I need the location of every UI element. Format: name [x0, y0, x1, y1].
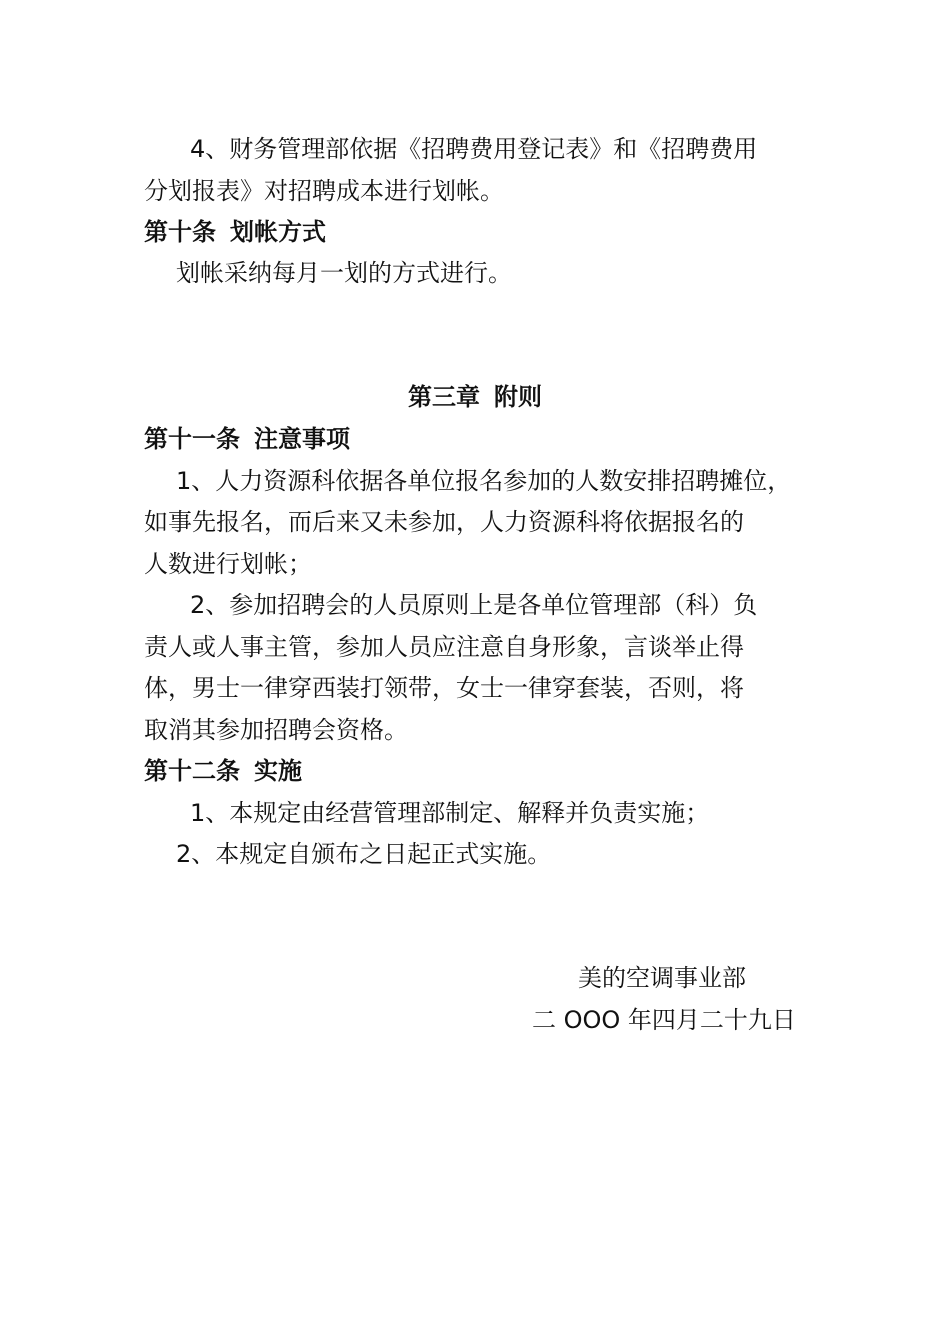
- article11-item2-line3: 体，男士一律穿西装打领带，女士一律穿套装，否则，将: [144, 674, 744, 702]
- article10-heading: [144, 217, 814, 247]
- signature-organization: 美的空调事业部: [578, 964, 746, 992]
- article11-item1-line2: 如事先报名，而后来又未参加，人力资源科将依据报名的: [144, 508, 744, 536]
- article10-number: 第十条: [144, 218, 216, 246]
- article10-title: 划帐方式: [230, 218, 326, 246]
- article11-title: 注意事项: [254, 425, 350, 453]
- article12-heading: [144, 756, 814, 786]
- article12-number: 第十二条: [144, 757, 240, 785]
- article11-item2-line1: 2、参加招聘会的人员原则上是各单位管理部（科）负: [190, 591, 758, 619]
- article10-body: 划帐采纳每月一划的方式进行。: [176, 259, 512, 287]
- article11-item1-line1: 1、人力资源科依据各单位报名参加的人数安排招聘摊位，: [176, 467, 792, 495]
- article11-heading: [144, 424, 814, 454]
- article12-item2: 2、本规定自颁布之日起正式实施。: [176, 840, 552, 868]
- article9-item4-line2: 分划报表》对招聘成本进行划帐。: [144, 177, 504, 205]
- chapter3-number: 第三章: [408, 383, 480, 411]
- article11-item2-line2: 责人或人事主管，参加人员应注意自身形象，言谈举止得: [144, 633, 744, 661]
- article12-item1: 1、本规定由经营管理部制定、解释并负责实施；: [190, 799, 710, 827]
- chapter3-heading: [0, 382, 950, 412]
- chapter3-title: 附则: [494, 383, 542, 411]
- signature-date: 二 OOO 年四月二十九日: [532, 1006, 796, 1034]
- article9-item4-line1: 4、财务管理部依据《招聘费用登记表》和《招聘费用: [190, 135, 758, 163]
- article11-item2-line4: 取消其参加招聘会资格。: [144, 716, 408, 744]
- article11-number: 第十一条: [144, 425, 240, 453]
- article12-title: 实施: [254, 757, 302, 785]
- article11-item1-line3: 人数进行划帐；: [144, 550, 312, 578]
